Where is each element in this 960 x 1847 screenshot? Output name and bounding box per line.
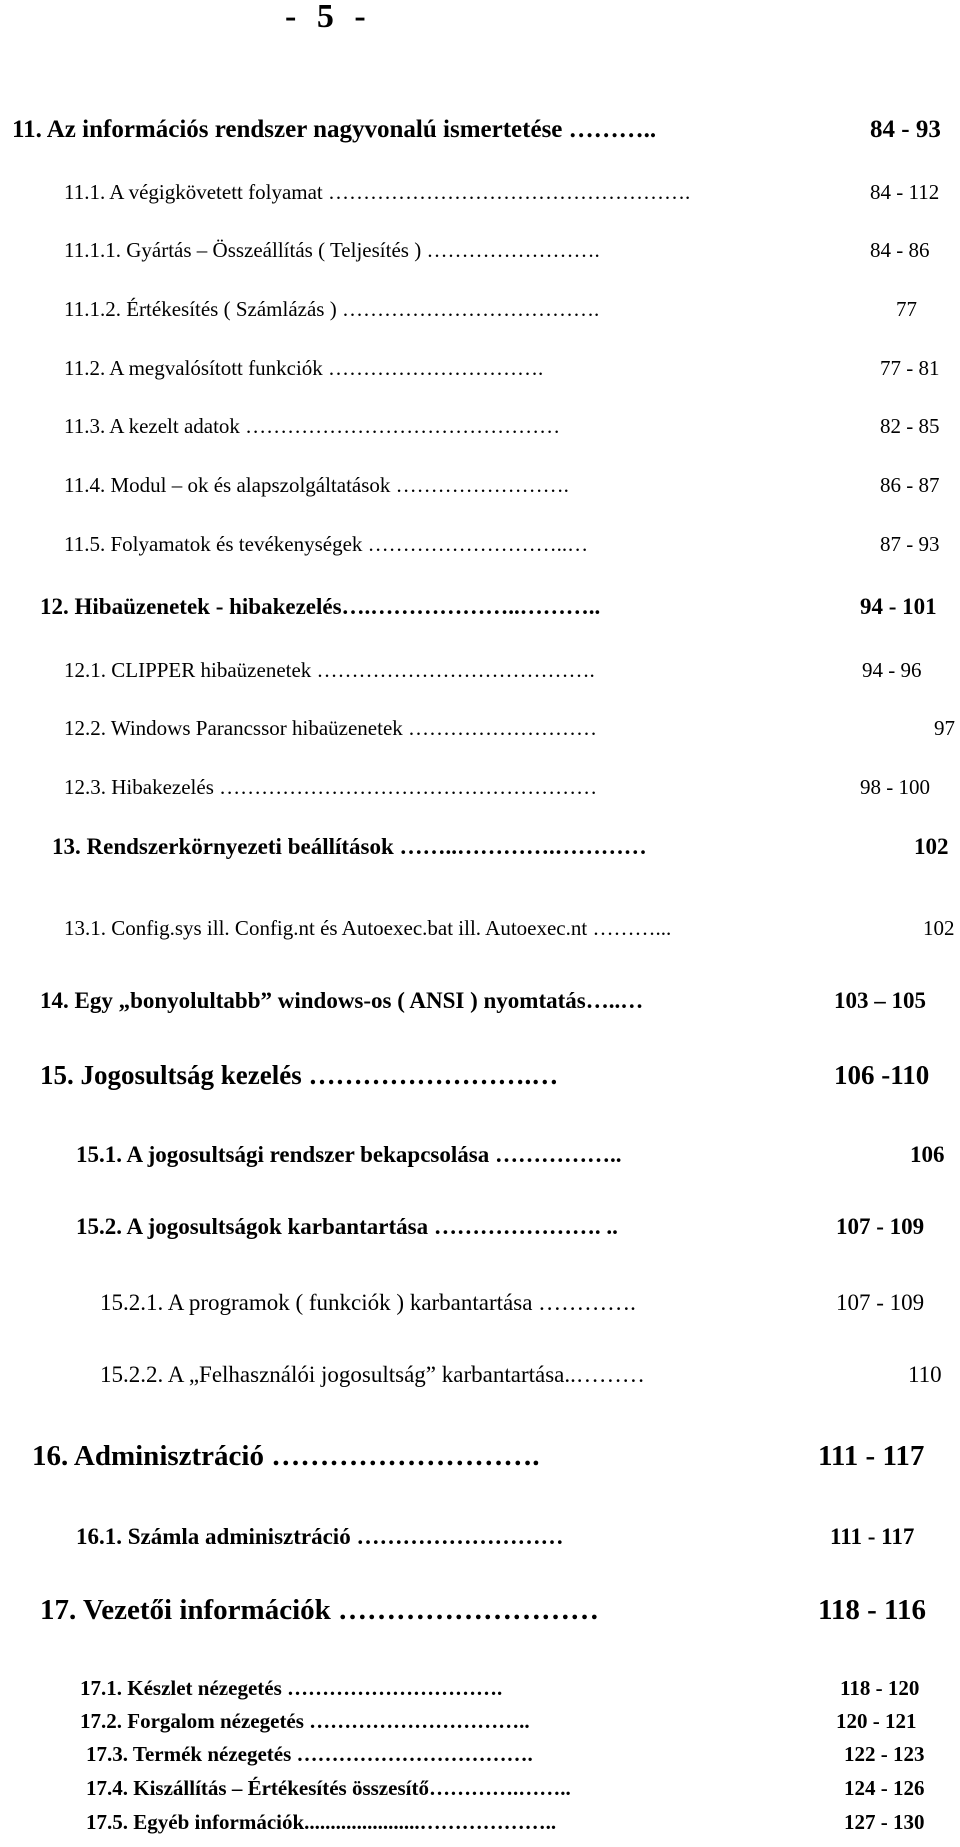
toc-entry-title: 17.3. Termék nézegetés ……………………………. — [86, 1742, 533, 1766]
toc-entry-title: 16.1. Számla adminisztráció ……………………… — [76, 1524, 564, 1549]
toc-entry-title: 13.1. Config.sys ill. Config.nt és Autoexec.bat ill. Autoexec.nt ………... — [64, 916, 672, 940]
toc-entry-pages: 118 - 116 — [818, 1594, 926, 1626]
toc-entry-pages: 77 — [896, 297, 917, 321]
toc-entry-title: 11.1. A végigkövetett folyamat ……………………………………………. — [64, 180, 691, 204]
toc-entry-title: 11.2. A megvalósított funkciók …………………………. — [64, 356, 544, 380]
toc-entry-title: 17.1. Készlet nézegetés …………………………. — [80, 1676, 503, 1700]
toc-entry-pages: 94 - 101 — [860, 594, 937, 619]
toc-entry-pages: 106 — [910, 1142, 945, 1167]
toc-entry-pages: 94 - 96 — [862, 658, 922, 682]
toc-entry-title: 12.1. CLIPPER hibaüzenetek …………………………………. — [64, 658, 595, 682]
toc-entry-title: 13. Rendszerkörnyezeti beállítások ……..………….………… — [52, 834, 647, 859]
toc-entry-pages: 103 – 105 — [834, 988, 926, 1013]
toc-entry-title: 11.3. A kezelt adatok ……………………………………… — [64, 414, 561, 438]
toc-entry-pages: 124 - 126 — [844, 1776, 925, 1800]
toc-entry-pages: 87 - 93 — [880, 532, 940, 556]
toc-entry-pages: 107 - 109 — [836, 1290, 925, 1315]
toc-entry-title: 11.4. Modul – ok és alapszolgáltatások ……………………. — [64, 473, 569, 497]
toc-entry-title: 11.1.2. Értékesítés ( Számlázás ) ………………………………. — [64, 297, 600, 321]
toc-entry-pages: 118 - 120 — [840, 1676, 920, 1700]
toc-entry-pages: 82 - 85 — [880, 414, 940, 438]
toc-entry-pages: 84 - 112 — [870, 180, 940, 204]
toc-entry-title: 17.2. Forgalom nézegetés ………………………….. — [80, 1709, 530, 1733]
toc-entry-title: 11.5. Folyamatok és tevékenységek ………………………..… — [64, 532, 589, 556]
toc-entry-title: 17.4. Kiszállítás – Értékesítés összesítő………….…….. — [86, 1776, 571, 1800]
toc-entry-pages: 120 - 121 — [836, 1709, 917, 1733]
toc-entry-pages: 110 — [908, 1362, 942, 1387]
toc-entry-pages: 106 -110 — [834, 1060, 930, 1090]
toc-entry-title: 14. Egy „bonyolultabb” windows-os ( ANSI ) nyomtatás…..… — [40, 988, 644, 1013]
toc-entry-pages: 111 - 117 — [818, 1440, 925, 1472]
toc-entry-title: 12.3. Hibakezelés ……………………………………………… — [64, 775, 598, 799]
toc-entry-pages: 102 — [923, 916, 955, 940]
toc-entry-pages: 84 - 86 — [870, 238, 930, 262]
page-number: - 5 - — [285, 0, 372, 35]
toc-entry-title: 12.2. Windows Parancssor hibaüzenetek ……………………… — [64, 716, 598, 740]
toc-entry-title: 15. Jogosultság kezelés …………………….… — [40, 1060, 559, 1090]
toc-entry-pages: 107 - 109 — [836, 1214, 925, 1239]
toc-entry-title: 15.2.1. A programok ( funkciók ) karbantartása …………. — [100, 1290, 636, 1315]
toc-entry-pages: 97 — [934, 716, 955, 740]
toc-entry-title: 15.1. A jogosultsági rendszer bekapcsolása …………….. — [76, 1142, 622, 1167]
toc-entry-title: 17. Vezetői információk ……………………… — [40, 1594, 600, 1626]
toc-entry-pages: 111 - 117 — [830, 1524, 915, 1549]
toc-entry-title: 15.2. A jogosultságok karbantartása …………………. .. — [76, 1214, 618, 1239]
toc-entry-pages: 84 - 93 — [870, 116, 941, 143]
toc-entry-pages: 86 - 87 — [880, 473, 940, 497]
toc-entry-pages: 102 — [914, 834, 949, 859]
toc-entry-title: 11. Az információs rendszer nagyvonalú ismertetése ……….. — [12, 116, 657, 143]
toc-entry-title: 12. Hibaüzenetek - hibakezelés….………………..……….. — [40, 594, 601, 619]
toc-entry-pages: 122 - 123 — [844, 1742, 925, 1766]
toc-entry-title: 15.2.2. A „Felhasználói jogosultság” karbantartása..……… — [100, 1362, 645, 1387]
toc-entry-pages: 98 - 100 — [860, 775, 930, 799]
toc-entry-pages: 127 - 130 — [844, 1810, 925, 1834]
toc-entry-title: 16. Adminisztráció ………………………. — [32, 1440, 540, 1472]
toc-entry-title: 17.5. Egyéb információk......................……………….. — [86, 1810, 557, 1834]
toc-entry-title: 11.1.1. Gyártás – Összeállítás ( Teljesítés ) ……………………. — [64, 238, 600, 262]
toc-entry-pages: 77 - 81 — [880, 356, 940, 380]
